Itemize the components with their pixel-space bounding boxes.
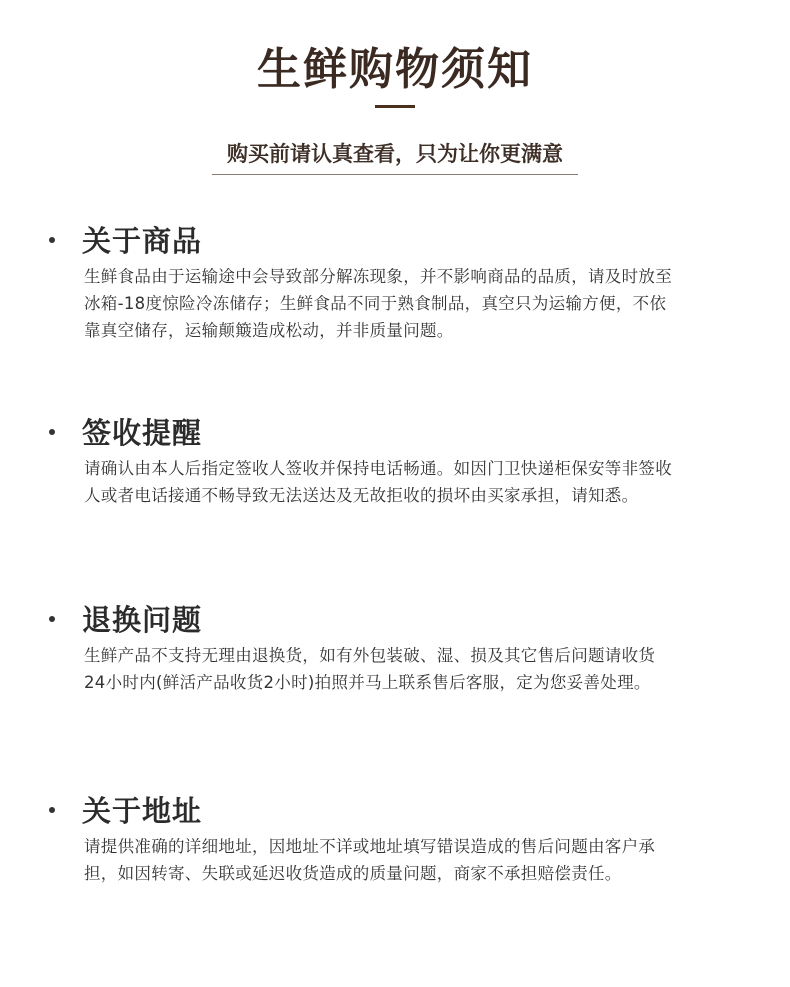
bullet-icon xyxy=(49,616,55,622)
title-underline-bar xyxy=(375,105,415,108)
page-title: 生鲜购物须知 xyxy=(257,44,533,95)
bullet-icon xyxy=(49,237,55,243)
bullet-icon xyxy=(49,807,55,813)
section-body: 生鲜食品由于运输途中会导致部分解冻现象，并不影响商品的品质，请及时放至冰箱-18度惊险冷冻储存；生鲜食品不同于熟食制品，真空只为运输方便，不依靠真空储存，运输颠簸造成松动，并非质量问题。 xyxy=(84,267,672,340)
section-heading: 关于地址 xyxy=(82,794,203,828)
subtitle-underline xyxy=(212,174,578,175)
section-body: 请提供准确的详细地址，因地址不详或地址填写错误造成的售后问题由客户承担，如因转寄、失联或延迟收货造成的质量问题，商家不承担赔偿责任。 xyxy=(84,837,656,883)
section-body: 生鲜产品不支持无理由退换货，如有外包装破、湿、损及其它售后问题请收货24小时内(鲜活产品收货2小时)拍照并马上联系售后客服，定为您妥善处理。 xyxy=(84,646,656,692)
section-heading: 关于商品 xyxy=(82,224,203,258)
section-body: 请确认由本人后指定签收人签收并保持电话畅通。如因门卫快递柜保安等非签收人或者电话接通不畅导致无法送达及无故拒收的损坏由买家承担，请知悉。 xyxy=(84,459,672,505)
section-heading: 签收提醒 xyxy=(82,416,203,450)
page-subtitle: 购买前请认真查看，只为让你更满意 xyxy=(227,141,563,166)
section-heading: 退换问题 xyxy=(82,603,203,637)
bullet-icon xyxy=(49,429,55,435)
